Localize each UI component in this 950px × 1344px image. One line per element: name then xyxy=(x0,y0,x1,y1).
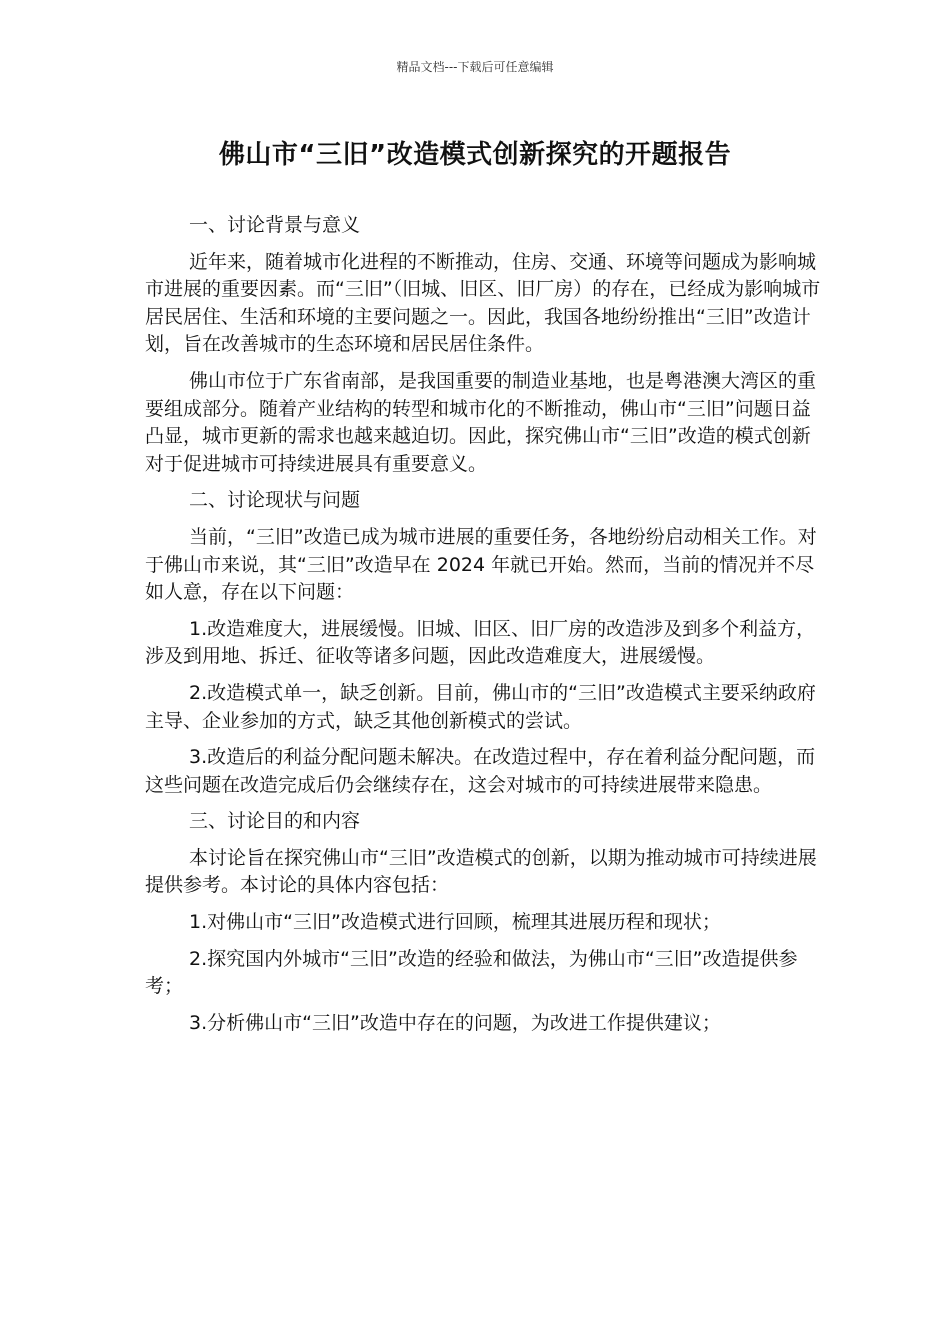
section-heading-status: 二、讨论现状与问题 xyxy=(189,489,361,512)
paragraph-background-2: 佛山市位于广东省南部，是我国重要的制造业基地，也是粤港澳大湾区的重要组成部分。随着产业结构的转型和城市化的不断推动，佛山市“三旧”问题日益凸显，城市更新的需求也越来越迫切。因此，探究佛山市“三旧”改造的模式创新对于促进城市可持续进展具有重要意义。 xyxy=(145,369,817,475)
paragraph-purpose-intro: 本讨论旨在探究佛山市“三旧”改造模式的创新，以期为推动城市可持续进展提供参考。本讨论的具体内容包括： xyxy=(145,846,817,897)
list-item-content-3: 3.分析佛山市“三旧”改造中存在的问题，为改进工作提供建议； xyxy=(189,1011,721,1034)
section-heading-purpose: 三、讨论目的和内容 xyxy=(189,810,361,833)
list-item-problem-3: 3.改造后的利益分配问题未解决。在改造过程中，存在着利益分配问题，而这些问题在改造完成后仍会继续存在，这会对城市的可持续进展带来隐患。 xyxy=(145,746,816,796)
page-header-note: 精品文档---下载后可任意编辑 xyxy=(396,60,554,74)
list-item-problem-1: 1.改造难度大，进展缓慢。旧城、旧区、旧厂房的改造涉及到多个利益方，涉及到用地、拆迁、征收等诸多问题，因此改造难度大，进展缓慢。 xyxy=(145,617,816,668)
list-item-problem-2: 2.改造模式单一，缺乏创新。目前，佛山市的“三旧”改造模式主要采纳政府主导、企业参加的方式，缺乏其他创新模式的尝试。 xyxy=(145,681,816,732)
paragraph-background-1: 近年来，随着城市化进程的不断推动，住房、交通、环境等问题成为影响城市进展的重要因素。而“三旧”（旧城、旧区、旧厂房）的存在，已经成为影响城市居民居住、生活和环境的主要问题之一。因此，我国各地纷纷推出“三旧”改造计划，旨在改善城市的生态环境和居民居住条件。 xyxy=(145,250,821,356)
document-title: 佛山市“三旧”改造模式创新探究的开题报告 xyxy=(218,140,732,170)
section-heading-background: 一、讨论背景与意义 xyxy=(189,214,361,236)
document-body xyxy=(145,212,821,1046)
list-item-content-2: 2.探究国内外城市“三旧”改造的经验和做法，为佛山市“三旧”改造提供参考； xyxy=(145,947,798,998)
paragraph-status-intro: 当前，“三旧”改造已成为城市进展的重要任务，各地纷纷启动相关工作。对于佛山市来说，其“三旧”改造早在 2024 年就已开始。然而，当前的情况并不尽如人意，存在以下问题： xyxy=(145,525,817,604)
list-item-content-1: 1.对佛山市“三旧”改造模式进行回顾，梳理其进展历程和现状； xyxy=(189,911,721,934)
